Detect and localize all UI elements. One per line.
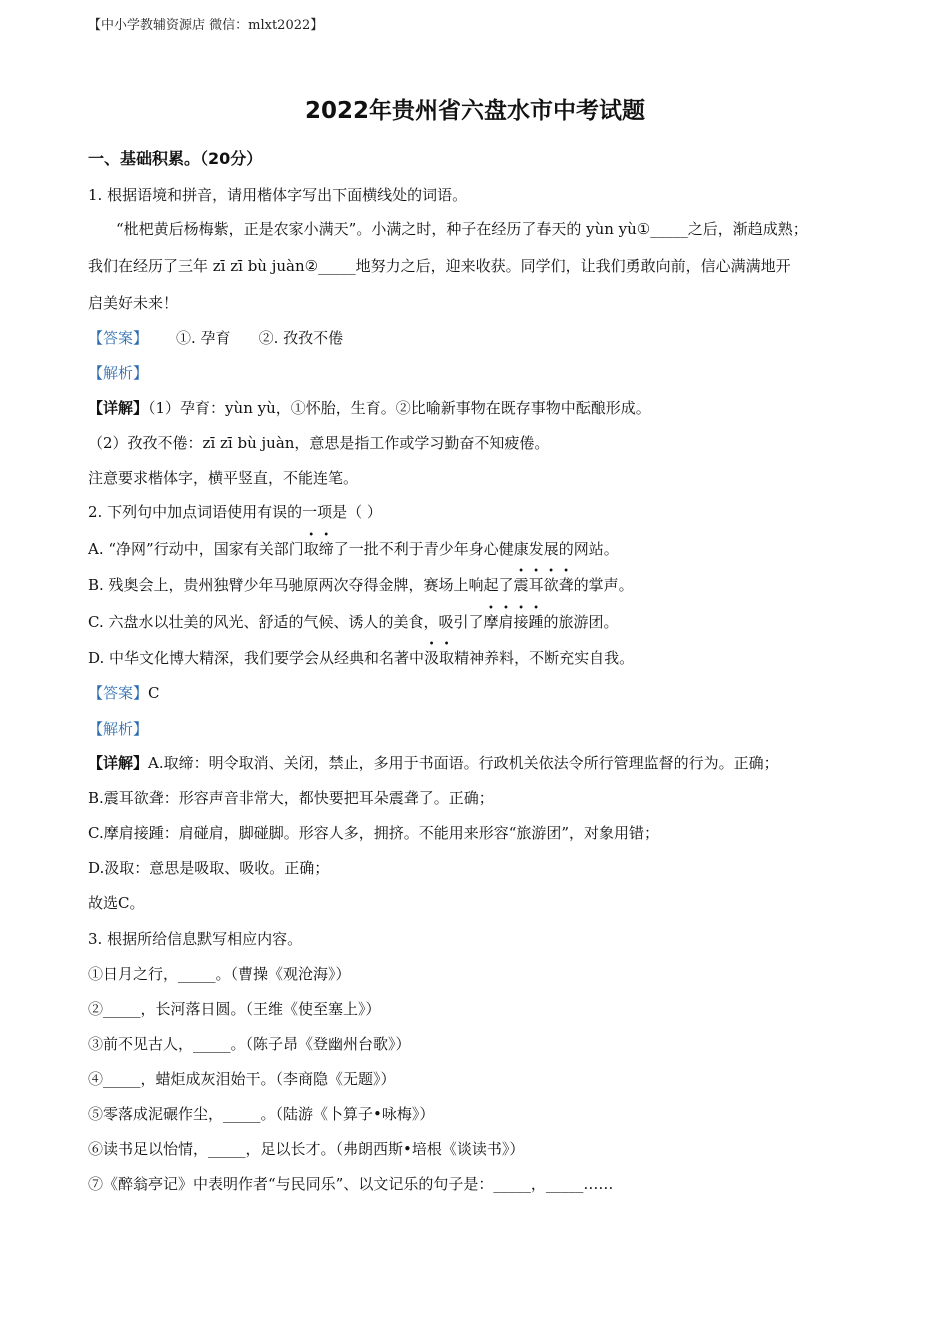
detail-label: 【详解】 [88,754,149,772]
q3-item: ①日月之行，_____。（曹操《观沧海》） [88,965,351,983]
q1-passage-line: “枇杷黄后杨梅紫，正是农家小满天”。小满之时，种子在经历了春天的 yùn yù①_____之后，渐趋成熟； [116,220,808,238]
emphasis-dot-char: 欲 [543,576,559,594]
dotted-term [424,649,454,667]
page-title: 2022年贵州省六盘水市中考试题 [304,98,645,124]
emphasis-dot-char: 缔 [318,540,334,558]
detail-label: 【详解】 [88,399,149,417]
q2-stem: 2. 下列句中加点词语使用有误的一项是（ ） [88,503,382,521]
q2-option-b [88,574,634,595]
emphasis-dot-char: 耳 [528,576,544,594]
answer-item: ②. 孜孜不倦 [258,329,344,347]
q1-detail: （2）孜孜不倦：zī zī bù juàn，意思是指工作或学习勤奋不知疲倦。 [88,434,550,452]
q2-detail: D.汲取：意思是吸取、吸收。正确； [88,859,330,877]
q3-item: ⑤零落成泥碾作尘，_____。（陆游《卜算子•咏梅》） [88,1105,435,1123]
option-text: C. 六盘水以壮美的风光、舒适的气候、诱人的美食，吸引了 [88,613,484,631]
dotted-term [304,540,334,558]
dotted-term [483,613,543,631]
option-text: 的掌声。 [573,576,634,594]
q2-option-d [88,647,634,668]
q1-detail [88,397,651,418]
dotted-term [514,576,574,594]
q3-item: ⑥读书足以怡情，_____，足以长才。（弗朗西斯•培根《谈读书》） [88,1140,525,1158]
q3-item: ④_____，蜡炬成灰泪始干。（李商隐《无题》） [88,1070,396,1088]
detail-text: （1）孕育：yùn yù，①怀胎，生育。②比喻新事物在既存事物中酝酿形成。 [148,399,651,417]
answer-item: C [148,684,160,702]
emphasis-dot-char: 汲 [424,649,440,667]
q2-conclusion: 故选C。 [88,894,145,912]
option-text: 精神养料，不断充实自我。 [454,649,635,667]
emphasis-dot-char: 接 [513,613,529,631]
detail-text: A.取缔：明令取消、关闭，禁止，多用于书面语。行政机关依法令所行管理监督的行为。正确； [148,754,779,772]
option-text: A. “净网”行动中，国家有关部门 [88,540,304,558]
emphasis-dot-char: 肩 [498,613,514,631]
q3-item: ③前不见古人，_____。（陈子昂《登幽州台歌》） [88,1035,411,1053]
header-note: 【中小学教辅资源店 微信：mlxt2022】 [88,18,324,33]
emphasis-dot-char: 取 [303,540,319,558]
analysis-label: 【解析】 [88,720,149,738]
q1-stem: 1. 根据语境和拼音，请用楷体字写出下面横线处的词语。 [88,186,468,204]
q2-answer [88,682,160,703]
emphasis-dot-char: 震 [513,576,529,594]
q2-detail: B.震耳欲聋：形容声音非常大，都快要把耳朵震聋了。正确； [88,789,494,807]
q2-option-a [88,538,619,559]
section-heading: 一、基础积累。（20分） [88,149,263,168]
analysis-label: 【解析】 [88,364,149,382]
option-text: D. 中华文化博大精深，我们要学会从经典和名著中 [88,649,425,667]
q1-passage-line: 我们在经历了三年 zī zī bù juàn②_____地努力之后，迎来收获。同学们，让我们勇敢向前，信心满满地开 [88,257,791,275]
q1-answer [88,327,343,348]
q3-stem: 3. 根据所给信息默写相应内容。 [88,930,303,948]
q1-passage-line: 启美好未来！ [88,294,179,312]
q2-option-c [88,611,619,632]
option-text: 了一批不利于青少年身心健康发展的网站。 [333,540,619,558]
emphasis-dot-char: 聋 [558,576,574,594]
emphasis-dot-char: 踵 [528,613,544,631]
answer-item: ①. 孕育 [176,329,231,347]
answer-label: 【答案】 [88,329,149,347]
option-text: B. 残奥会上，贵州独臂少年马驰原两次夺得金牌，赛场上响起了 [88,576,514,594]
q2-detail: C.摩肩接踵：肩碰肩，脚碰脚。形容人多，拥挤。不能用来形容“旅游团”，对象用错； [88,824,660,842]
emphasis-dot-char: 取 [439,649,455,667]
emphasis-dot-char: 摩 [483,613,499,631]
q3-item: ⑦《醉翁亭记》中表明作者“与民同乐”、以文记乐的句子是：_____，_____…… [88,1175,614,1193]
q1-note: 注意要求楷体字，横平竖直，不能连笔。 [88,469,359,487]
q2-detail [88,752,779,773]
option-text: 的旅游团。 [543,613,619,631]
q3-item: ②_____，长河落日圆。（王维《使至塞上》） [88,1000,381,1018]
answer-label: 【答案】 [88,684,149,702]
